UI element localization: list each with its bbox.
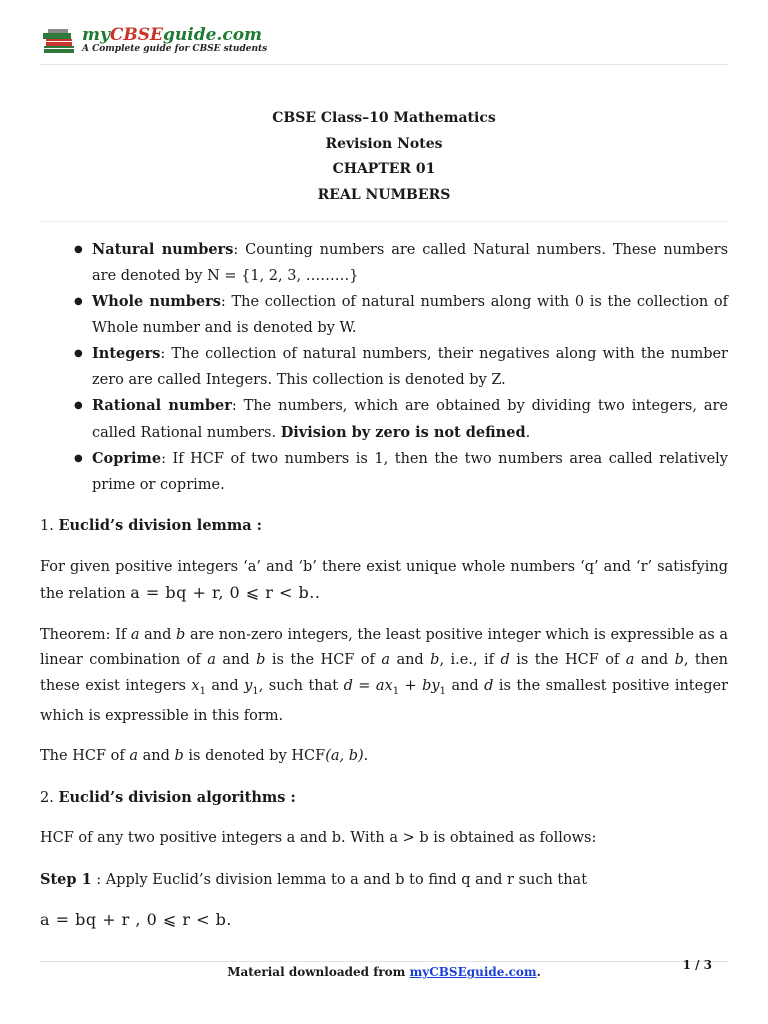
title-chapter-name: REAL NUMBERS [317, 186, 451, 203]
title-subject: CBSE Class–10 Mathematics [272, 110, 496, 126]
section2-paragraph: HCF of any two positive integers a and b. With a > b is obtained as follows: [40, 830, 597, 847]
main-content [40, 237, 728, 933]
logo-tagline: A Complete guide for CBSE students [82, 44, 268, 54]
logo-name: myCBSEguide.com [82, 25, 263, 45]
title-chapter: CHAPTER 01 [332, 161, 436, 177]
books-logo-icon [40, 28, 78, 56]
list-item: ● Natural numbers: Counting numbers are called Natural numbers. These numbers are denoted by N = {1, 2, 3, ………} [92, 237, 728, 289]
list-item: ● Whole numbers: The collection of natural numbers along with 0 is the collection of Whole number and is denoted by W. [92, 289, 728, 341]
title-divider [40, 221, 728, 222]
hcf-notation: The HCF of a and b is denoted by HCF(a, b). [40, 748, 369, 765]
section1-heading: 1. Euclid’s division lemma : [40, 517, 263, 534]
footer-link[interactable]: myCBSEguide.com [409, 965, 537, 979]
logo-text [82, 26, 267, 55]
document-titles [0, 106, 768, 208]
title-notes: Revision Notes [325, 135, 443, 152]
footer: Material downloaded from myCBSEguide.com. [227, 965, 541, 979]
definitions-list [40, 237, 728, 498]
header [40, 24, 728, 65]
section2-heading: 2. Euclid’s division algorithms : [40, 788, 296, 806]
list-item: ● Coprime: If HCF of two numbers is 1, then the two numbers area called relatively prime or coprime. [92, 446, 728, 498]
theorem-paragraph: Theorem: If a and b are non-zero integers, the least positive integer which is expressible as a linear combination of a and b is the HCF of a and b, i.e., if d is the HCF of a and b, then these exist integers $x_1$ and $y_1$, such that $d = ax_1 + by_1$ and d is the smallest positive integer which is expressible in this form. [40, 626, 729, 724]
list-item: ● Rational number: The numbers, which are obtained by dividing two integers, are called Rational numbers. Division by zero is not defined. [92, 393, 728, 446]
step1: Step 1 : Apply Euclid’s division lemma to a and b to find q and r such that [40, 870, 588, 888]
page-number: 1 / 3 [682, 958, 712, 972]
division-equation: a = bq + r , 0 ⩽ r < b. [40, 910, 232, 930]
list-item: ● Integers: The collection of natural numbers, their negatives along with the number zero are called Integers. This collection is denoted by Z. [92, 341, 728, 393]
section1-paragraph: For given positive integers ‘a’ and ‘b’ there exist unique whole numbers ‘q’ and ‘r’ satisfying the relation a = bq + r, 0 ⩽ r < b.. [40, 558, 728, 602]
